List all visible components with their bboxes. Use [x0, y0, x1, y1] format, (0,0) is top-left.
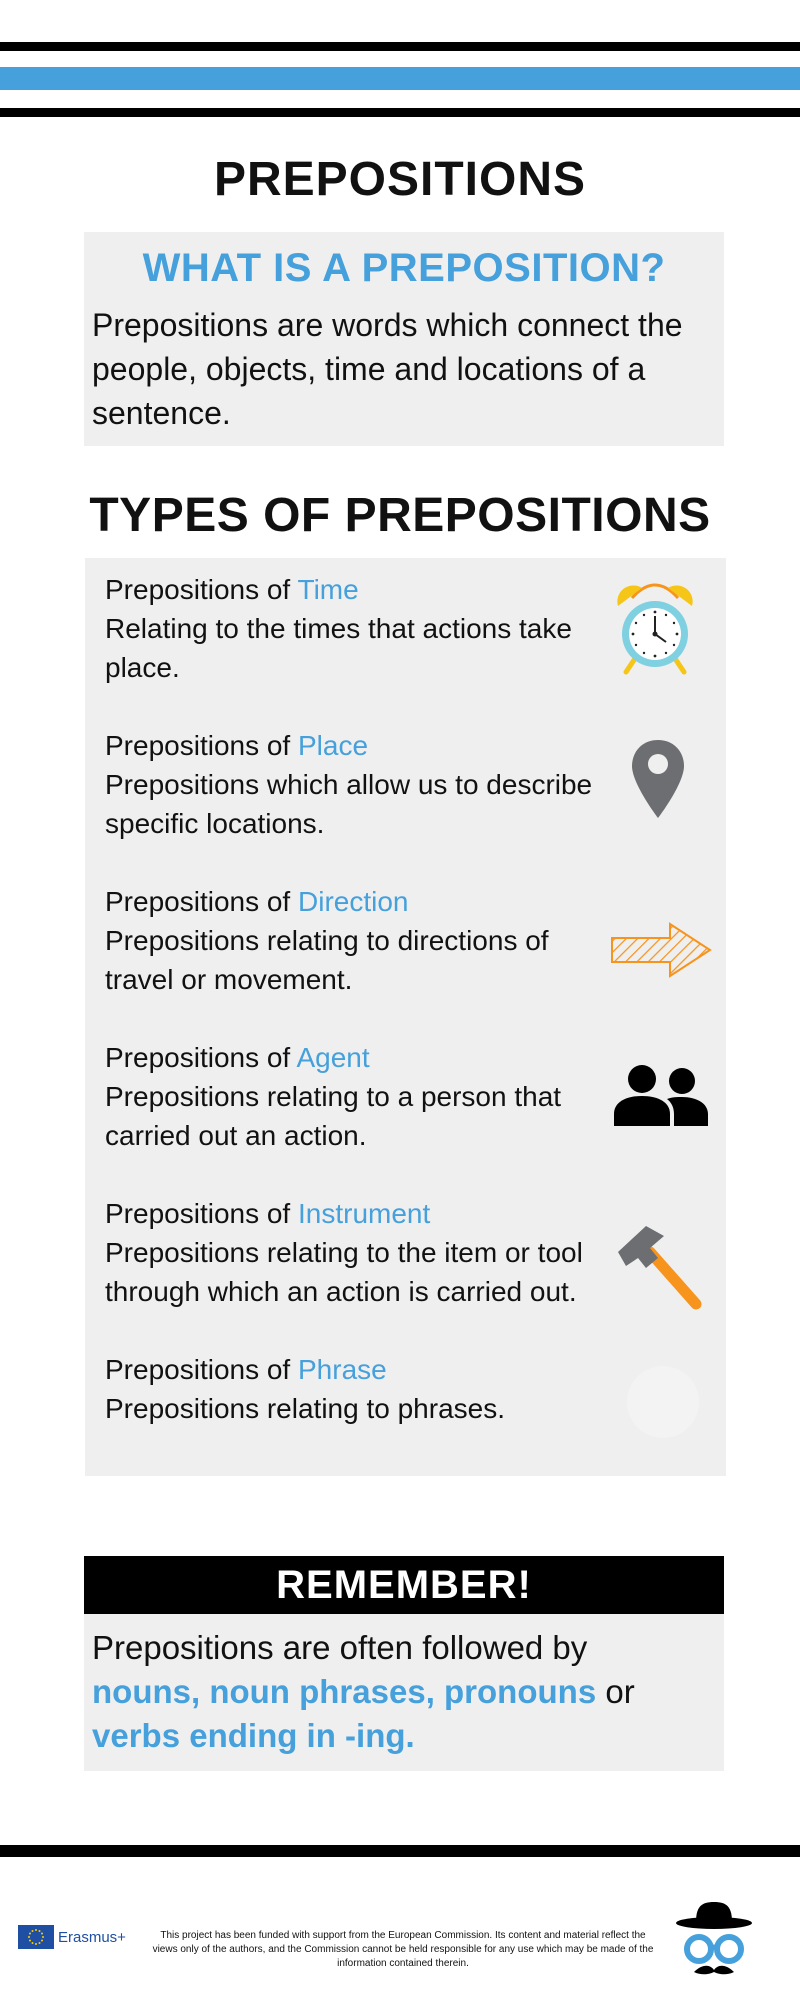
erasmus-label: Erasmus+ — [58, 1929, 126, 1946]
type-description: Prepositions which allow us to describe specific locations. — [105, 769, 593, 839]
type-item-text — [105, 882, 595, 999]
type-item-place — [105, 726, 705, 843]
type-prefix: Prepositions of — [105, 574, 298, 605]
funding-disclaimer: This project has been funded with support from the European Commission. Its content and material reflect the views only of the authors, and the Commission cannot be held responsible for any use which may be made of the information contained therein. — [152, 1930, 654, 1969]
page-title: PREPOSITIONS — [213, 153, 587, 206]
top-blue-bar — [0, 67, 800, 90]
alarm-clock-icon — [614, 576, 696, 676]
remember-highlight-verbs: verbs ending in -ing. — [92, 1717, 415, 1754]
type-description: Relating to the times that actions take place. — [105, 613, 572, 683]
definition-heading: WHAT IS A PREPOSITION? — [142, 246, 666, 290]
bottom-black-bar — [0, 1845, 800, 1857]
type-item-text — [105, 1038, 595, 1155]
faded-circle-icon — [625, 1364, 701, 1440]
type-item-phrase — [105, 1350, 705, 1428]
type-name: Phrase — [298, 1354, 387, 1385]
hammer-icon — [612, 1222, 704, 1314]
type-name: Instrument — [298, 1198, 431, 1229]
type-item-text — [105, 1194, 595, 1311]
type-description: Prepositions relating to directions of travel or movement. — [105, 925, 549, 995]
type-prefix: Prepositions of — [105, 1354, 298, 1385]
definition-panel — [84, 232, 724, 446]
definition-text: Prepositions are words which connect the people, objects, time and locations of a sentence. — [92, 307, 683, 431]
types-heading: TYPES OF PREPOSITIONS — [89, 489, 711, 542]
type-description: Prepositions relating to a person that carried out an action. — [105, 1081, 562, 1151]
type-prefix: Prepositions of — [105, 1198, 298, 1229]
top-black-bar-lower — [0, 108, 800, 117]
type-item-text — [105, 1350, 595, 1428]
top-black-bar — [0, 42, 800, 51]
type-prefix: Prepositions of — [105, 1042, 297, 1073]
type-description: Prepositions relating to phrases. — [105, 1393, 505, 1424]
eu-flag-icon — [18, 1925, 54, 1949]
type-prefix: Prepositions of — [105, 730, 298, 761]
type-name: Agent — [296, 1042, 370, 1073]
remember-text — [92, 1626, 716, 1758]
people-icon — [612, 1064, 710, 1128]
type-name: Direction — [298, 886, 409, 917]
type-name: Place — [298, 730, 369, 761]
remember-text-middle: or — [596, 1673, 635, 1710]
types-panel — [85, 558, 726, 1476]
type-item-text — [105, 570, 595, 687]
arrow-right-icon — [610, 920, 714, 980]
mascot-icon — [672, 1900, 756, 1980]
type-description: Prepositions relating to the item or tool through which an action is carried out. — [105, 1237, 583, 1307]
remember-panel — [84, 1614, 724, 1771]
remember-highlight-nouns: nouns, noun phrases, pronouns — [92, 1673, 597, 1710]
type-name: Time — [297, 574, 359, 605]
type-prefix: Prepositions of — [105, 886, 298, 917]
remember-text-before: Prepositions are often followed by — [92, 1629, 588, 1666]
map-pin-icon — [630, 738, 686, 820]
remember-heading: REMEMBER! — [84, 1556, 724, 1614]
type-item-text — [105, 726, 595, 843]
